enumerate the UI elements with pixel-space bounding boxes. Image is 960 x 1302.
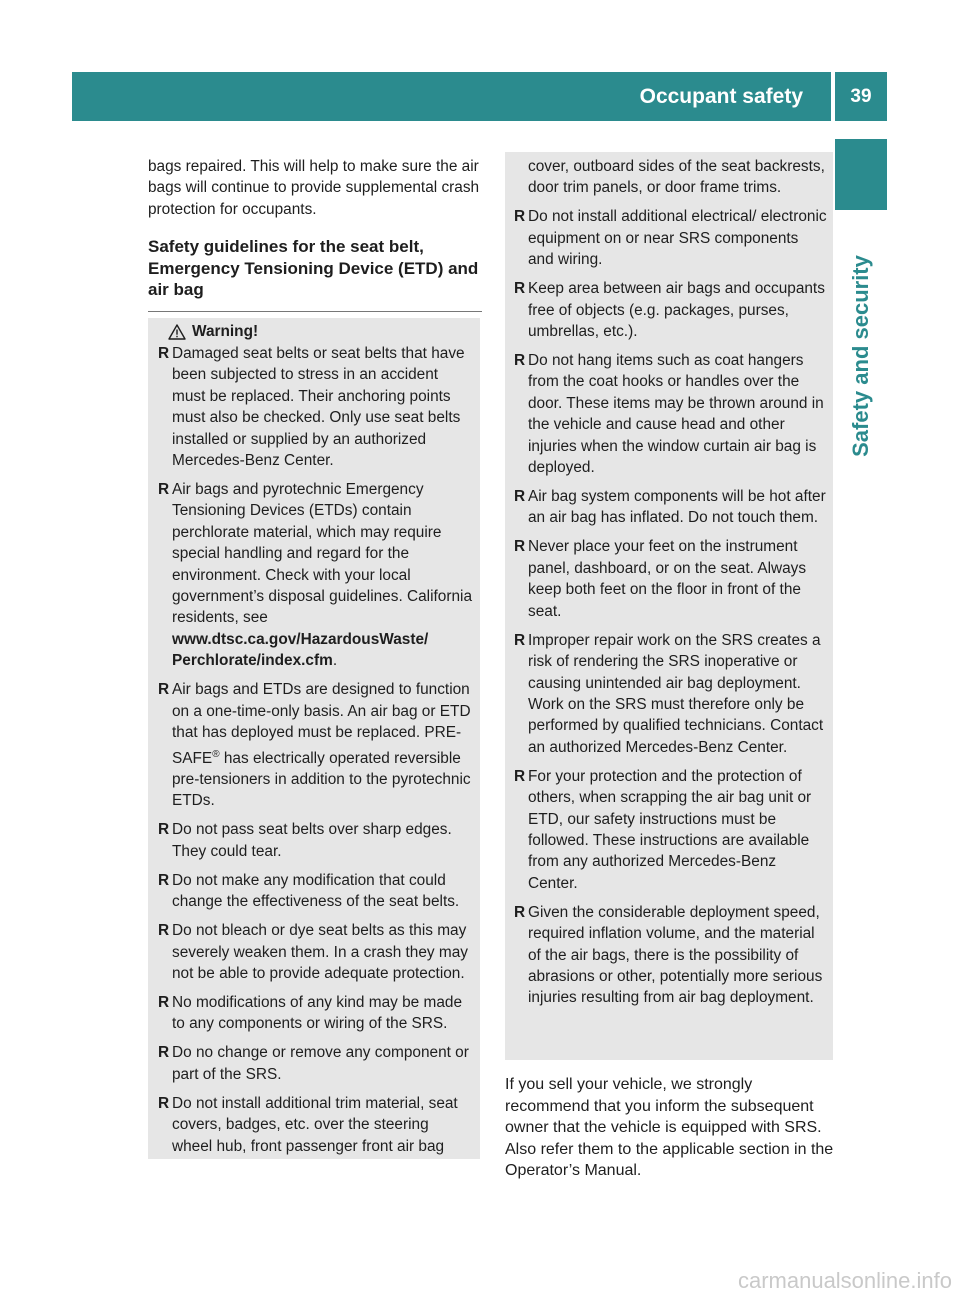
- list-item: R Damaged seat belts or seat belts that have been subjected to stress in an accident must be replaced. Their anchoring points must also be checked. Only use seat belts installed or supplied by an authorized Mercedes-Benz Center.: [158, 345, 465, 470]
- list-item: R Do not install additional electrical/ electronic equipment on or near SRS components and wiring.: [514, 208, 827, 269]
- side-tab-block: [835, 139, 887, 210]
- warning-box-left: [148, 318, 480, 1159]
- bullet-marker: R: [514, 903, 526, 921]
- closing-paragraph: If you sell your vehicle, we strongly recommend that you inform the subsequent owner that the vehicle is equipped with SRS. Also refer them to the applicable section in the Operator’s Manual.: [505, 1076, 834, 1179]
- warning-triangle-icon: [168, 324, 186, 340]
- warning-list-left: [158, 343, 473, 1157]
- warning-title-text: Warning!: [192, 323, 259, 340]
- list-item: R Do not pass seat belts over sharp edges. They could tear.: [158, 821, 452, 860]
- list-item: R Do not make any modification that could change the effectiveness of the seat belts.: [158, 871, 460, 911]
- side-tab-label: Safety and security: [848, 255, 873, 457]
- list-item: R Air bags and ETDs are designed to function on a one-time-only basis. An air bag or ETD that has deployed must be replaced. PRE-SAFE® has electrically operated reversible pre-tensioners in addition to the pyrotechnic ETDs.: [158, 681, 471, 810]
- bullet-marker: R: [158, 681, 170, 699]
- bullet-marker: R: [158, 922, 170, 940]
- continuation-text: cover, outboard sides of the seat backrests, door trim panels, or door frame trims.: [528, 158, 825, 197]
- warning-box-right: [505, 152, 833, 1060]
- list-item: R Air bags and pyrotechnic Emergency Tensioning Devices (ETDs) contain perchlorate material, which may require special handling and regard for the environment. Check with your local government’s disposal guidelines. California residents, see www.dtsc.ca.gov/HazardousWaste/ Perchlorate/index.cfm.: [158, 481, 473, 670]
- watermark: carmanualsonline.info: [737, 1268, 952, 1293]
- bullet-marker: R: [158, 1094, 170, 1112]
- list-item: R Keep area between air bags and occupants free of objects (e.g. packages, purses, umbrellas, etc.).: [514, 280, 825, 341]
- list-item: R Do not install additional trim material, seat covers, badges, etc. over the steering wheel hub, front passenger front air bag: [158, 1094, 458, 1155]
- bullet-marker: R: [514, 488, 526, 506]
- list-item: R Never place your feet on the instrument panel, dashboard, or on the seat. Always keep both feet on the floor in front of the seat.: [514, 538, 807, 620]
- bullet-marker: R: [158, 871, 170, 889]
- bullet-marker: R: [514, 538, 526, 556]
- bullet-marker: R: [158, 1044, 170, 1062]
- page-number: 39: [850, 85, 872, 107]
- list-item: R Do not bleach or dye seat belts as this may severely weaken them. In a crash they may not be able to provide adequate protection.: [158, 922, 468, 983]
- section-heading: Safety guidelines for the seat belt, Emergency Tensioning Device (ETD) and air bag: [148, 237, 479, 300]
- left-column: [148, 156, 482, 312]
- intro-paragraph: bags repaired. This will help to make sure the air bags will continue to provide supplemental crash protection for occupants.: [148, 158, 480, 218]
- heading-rule: [148, 311, 482, 312]
- list-item: R Given the considerable deployment speed, required inflation volume, and the material of the air bags, there is the possibility of abrasions or other, potentially more serious injuries resulting from air bag deployment.: [514, 903, 823, 1007]
- list-item: R Improper repair work on the SRS creates a risk of rendering the SRS inoperative or causing unintended air bag deployment. Work on the SRS must therefore only be performed by qualified technicians. Contact an authorized Mercedes-Benz Center.: [514, 631, 824, 756]
- header-bar: [72, 72, 887, 121]
- section-title: Occupant safety: [639, 84, 803, 108]
- bullet-marker: R: [514, 767, 526, 785]
- bullet-marker: R: [514, 208, 526, 226]
- perchlorate-url: www.dtsc.ca.gov/HazardousWaste/ Perchlorate/index.cfm: [172, 630, 429, 670]
- bullet-marker: R: [514, 352, 526, 370]
- list-item: R Do no change or remove any component or part of the SRS.: [158, 1044, 469, 1083]
- list-item: R Do not hang items such as coat hangers from the coat hooks or handles over the door. These items may be thrown around in the vehicle and cause head and other injuries when the window curtain air bag is deployed.: [514, 352, 824, 477]
- warning-list-right: [514, 206, 828, 1008]
- bullet-marker: R: [514, 280, 526, 298]
- bullet-marker: R: [158, 994, 170, 1012]
- bullet-marker: R: [514, 631, 526, 649]
- list-item: R For your protection and the protection of others, when scrapping the air bag unit or ETD, our safety instructions must be followed. These instructions are available from any authorized Mercedes-Benz Center.: [514, 767, 812, 892]
- warning-title: [168, 322, 473, 342]
- list-item: R Air bag system components will be hot after an air bag has inflated. Do not touch them.: [514, 488, 826, 527]
- bullet-marker: R: [158, 481, 170, 499]
- bullet-marker: R: [158, 821, 170, 839]
- registered-mark: ®: [212, 748, 220, 760]
- list-item: R No modifications of any kind may be made to any components or wiring of the SRS.: [158, 994, 463, 1033]
- bullet-marker: R: [158, 345, 170, 362]
